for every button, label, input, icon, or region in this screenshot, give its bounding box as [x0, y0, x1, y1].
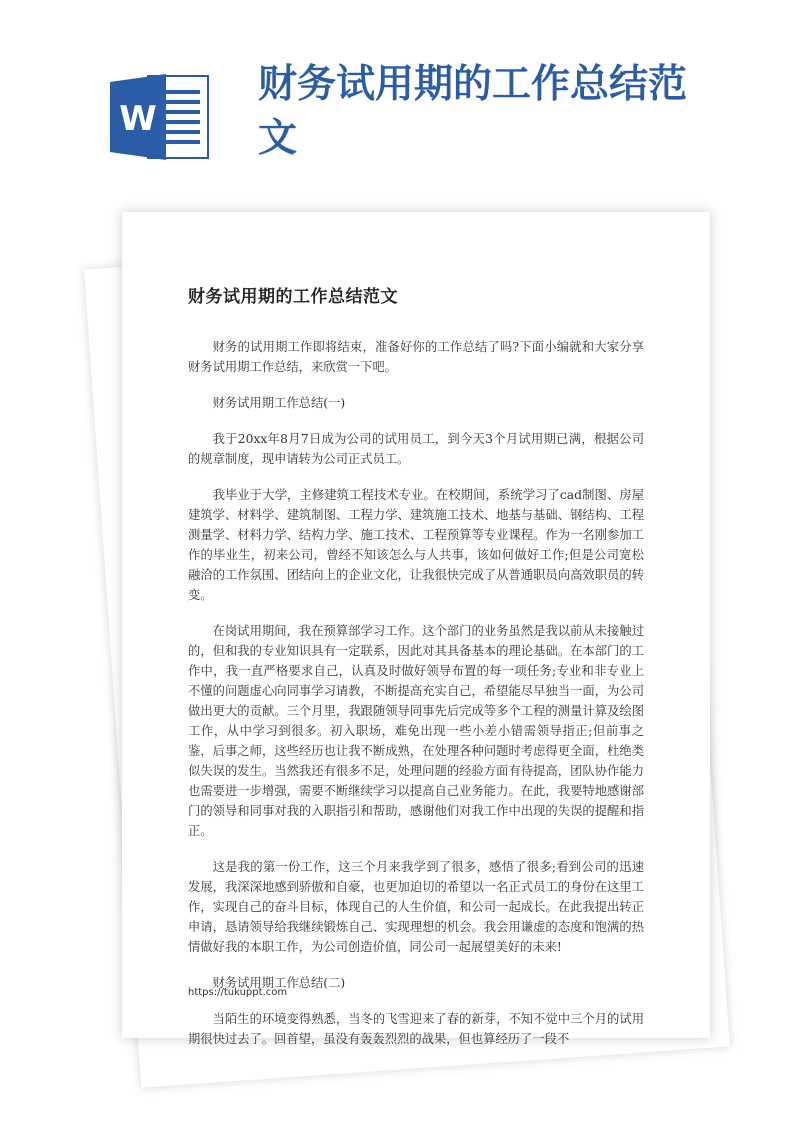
paragraph: 在岗试用期间，我在预算部学习工作。这个部门的业务虽然是我以前从未接触过的，但和我的专业知识具有一定联系，因此对其具备基本的理论基础。在本部门的工作中，我一直严格要求自己，认真及时做好领导布置的每一项任务;专业和非专业上不懂的问题虚心向同事学习请教，不断提高充实自己，希望能尽早独当一面，为公司做出更大的贡献。三个月里，我跟随领导同事先后完成等多个工程的测量计算及绘图工作，从中学习到很多。初入职场，难免出现一些小差小错需领导指正;但前事之鉴，后事之师，这些经历也让我不断成熟，在处理各种问题时考虑得更全面，杜绝类似失误的发生。当然我还有很多不足，处理问题的经验方面有待提高，团队协作能力也需要进一步增强，需要不断继续学习以提高自己业务能力。在此，我要特地感谢部门的领导和同事对我的入职指引和帮助，感谢他们对我工作中出现的失误的提醒和指正。 [188, 624, 644, 838]
section-heading-1: 财务试用期工作总结(一) [212, 396, 346, 410]
svg-text:W: W [119, 99, 157, 139]
paragraph: 当陌生的环境变得熟悉，当冬的飞雪迎来了春的新芽，不知不觉中三个月的试用期很快过去了。回首望，虽没有轰轰烈烈的战果，但也算经历了一段不 [188, 1012, 644, 1046]
document-title: 财务试用期的工作总结范文 [188, 287, 398, 307]
paragraph: 我毕业于大学，主修建筑工程技术专业。在校期间，系统学习了cad制图、房屋建筑学、材料学、建筑制图、工程力学、建筑施工技术、地基与基础、钢结构、工程测量学、材料力学、结构力学、施工技术、工程预算等专业课程。作为一名刚参加工作的毕业生，初来公司，曾经不知该怎么与人共事，该如何做好工作;但是公司宽松融洽的工作氛围、团结向上的企业文化，让我很快完成了从普通职员向高效职员的转变。 [188, 488, 644, 602]
paragraph: 我于20xx年8月7日成为公司的试用员工，到今天3个月试用期已满，根据公司的规章制度，现申请转为公司正式员工。 [188, 432, 644, 466]
section-heading-2: 财务试用期工作总结(二) [212, 976, 346, 990]
footer-url[interactable]: https://tukuppt.com [188, 987, 288, 998]
header-title: 财务试用期的工作总结范文 [258, 62, 688, 161]
paragraph: 这是我的第一份工作，这三个月来我学到了很多，感悟了很多;看到公司的迅速发展，我深深地感到骄傲和自豪，也更加迫切的希望以一名正式员工的身份在这里工作，实现自己的奋斗目标，体现自己的人生价值，和公司一起成长。在此我提出转正申请，恳请领导给我继续锻炼自己、实现理想的机会。我会用谦虚的态度和饱满的热情做好我的本职工作，为公司创造价值，同公司一起展望美好的未来! [188, 860, 644, 954]
word-document-icon [108, 72, 212, 162]
document-page [122, 212, 710, 1046]
paragraph-intro: 财务的试用期工作即将结束，准备好你的工作总结了吗?下面小编就和大家分享财务试用期工作总结，来欣赏一下吧。 [188, 340, 644, 374]
